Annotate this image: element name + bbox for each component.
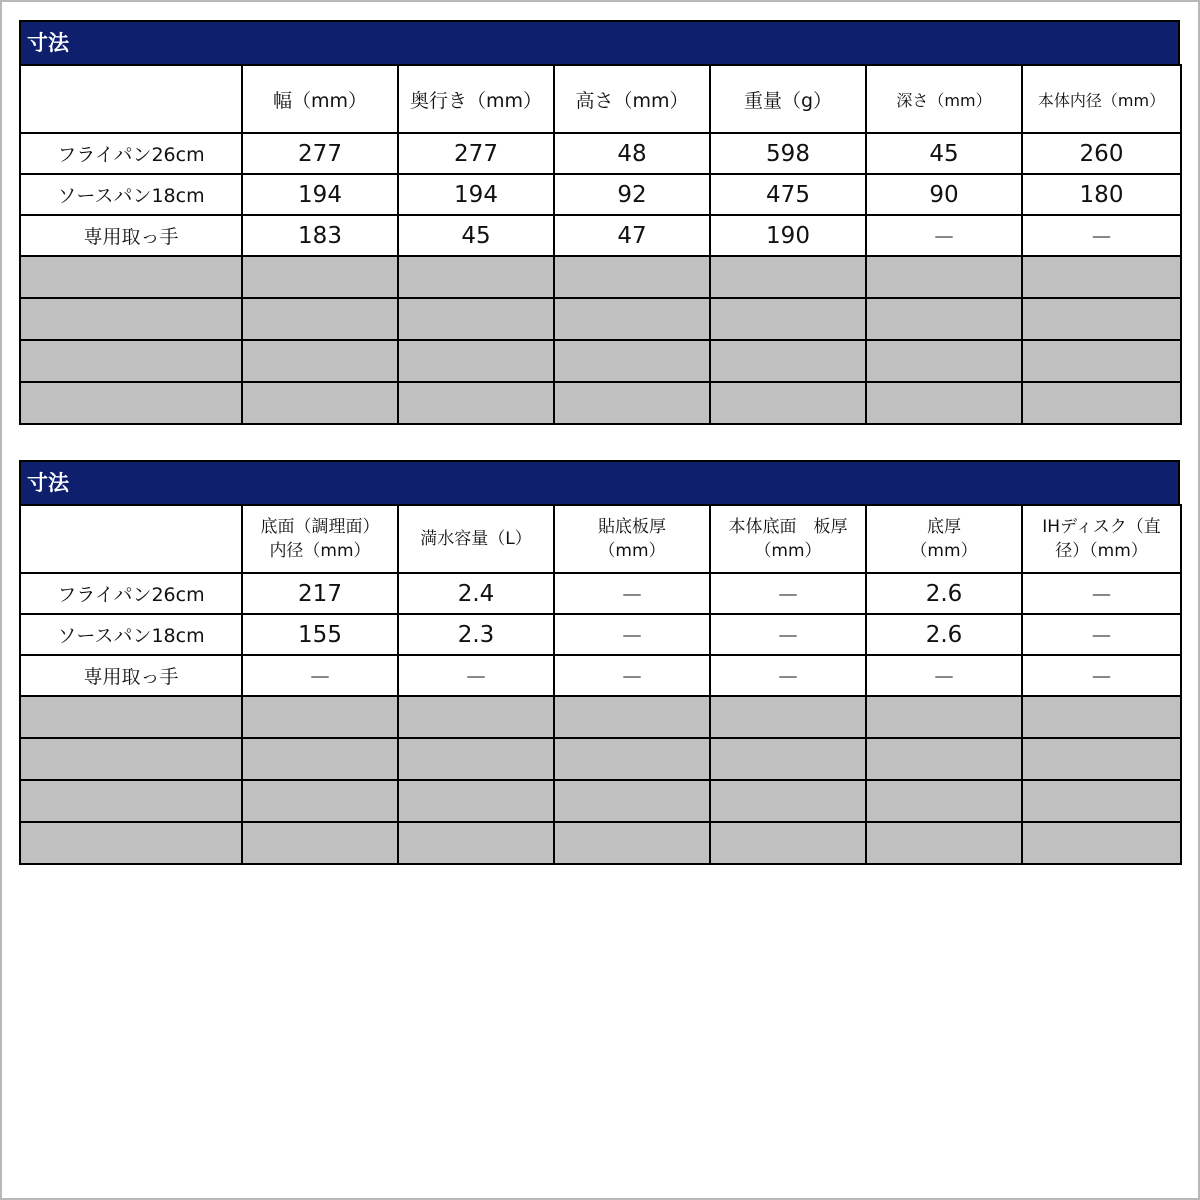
empty-cell: [242, 256, 398, 298]
table-cell: 194: [242, 174, 398, 215]
dimensions-table-2: [19, 460, 1180, 865]
empty-cell: [20, 256, 242, 298]
empty-cell: [710, 382, 866, 424]
empty-cell: [242, 822, 398, 864]
empty-cell: [1022, 696, 1181, 738]
table-row: [20, 215, 1181, 256]
header-capacity: 満水容量（L）: [398, 505, 554, 573]
empty-cell: [554, 298, 710, 340]
empty-cell: [20, 738, 242, 780]
table-cell: 180: [1022, 174, 1181, 215]
empty-cell: [554, 256, 710, 298]
table-cell: －: [1022, 655, 1181, 696]
empty-cell: [1022, 738, 1181, 780]
header-bottom-thickness: 底厚 （mm）: [866, 505, 1022, 573]
empty-row: [20, 696, 1181, 738]
row-label: フライパン26cm: [20, 573, 242, 614]
empty-cell: [866, 780, 1022, 822]
table-cell: －: [710, 655, 866, 696]
empty-cell: [398, 382, 554, 424]
table-cell: 48: [554, 133, 710, 174]
row-label: ソースパン18cm: [20, 614, 242, 655]
table-row: [20, 573, 1181, 614]
empty-cell: [866, 822, 1022, 864]
header-row: [20, 65, 1181, 133]
empty-row: [20, 780, 1181, 822]
empty-cell: [242, 738, 398, 780]
empty-cell: [242, 696, 398, 738]
table-cell: 475: [710, 174, 866, 215]
empty-cell: [1022, 340, 1181, 382]
table-cell: －: [710, 573, 866, 614]
row-label: ソースパン18cm: [20, 174, 242, 215]
table-cell: －: [1022, 215, 1181, 256]
table-cell: －: [1022, 573, 1181, 614]
table-cell: －: [866, 655, 1022, 696]
empty-cell: [1022, 780, 1181, 822]
empty-cell: [866, 696, 1022, 738]
table-cell: 183: [242, 215, 398, 256]
empty-cell: [710, 696, 866, 738]
empty-cell: [866, 382, 1022, 424]
empty-cell: [554, 822, 710, 864]
table-cell: 2.3: [398, 614, 554, 655]
header-height: 高さ（mm）: [554, 65, 710, 133]
empty-cell: [710, 340, 866, 382]
header-bottom-inner-diameter: 底面（調理面） 内径（mm）: [242, 505, 398, 573]
header-weight: 重量（g）: [710, 65, 866, 133]
header-inner-depth: 深さ（mm）: [866, 65, 1022, 133]
table-row: [20, 174, 1181, 215]
spec-table: [19, 64, 1182, 425]
header-row: [20, 505, 1181, 573]
empty-cell: [710, 780, 866, 822]
empty-cell: [1022, 256, 1181, 298]
table-row: [20, 614, 1181, 655]
header-depth: 奥行き（mm）: [398, 65, 554, 133]
empty-cell: [398, 340, 554, 382]
table-cell: －: [242, 655, 398, 696]
empty-cell: [20, 340, 242, 382]
header-inner-diameter: 本体内径（mm）: [1022, 65, 1181, 133]
table-cell: －: [866, 215, 1022, 256]
empty-cell: [20, 298, 242, 340]
table-row: [20, 655, 1181, 696]
empty-cell: [20, 822, 242, 864]
empty-cell: [710, 298, 866, 340]
table-cell: 2.6: [866, 614, 1022, 655]
empty-cell: [866, 340, 1022, 382]
table-cell: －: [398, 655, 554, 696]
empty-cell: [866, 738, 1022, 780]
empty-cell: [1022, 382, 1181, 424]
table-cell: 277: [242, 133, 398, 174]
empty-cell: [242, 298, 398, 340]
header-cell-empty: [20, 65, 242, 133]
empty-cell: [1022, 298, 1181, 340]
empty-row: [20, 822, 1181, 864]
empty-cell: [20, 780, 242, 822]
empty-cell: [242, 780, 398, 822]
empty-cell: [554, 738, 710, 780]
row-label: 専用取っ手: [20, 215, 242, 256]
empty-row: [20, 256, 1181, 298]
table-cell: 190: [710, 215, 866, 256]
table-cell: 2.6: [866, 573, 1022, 614]
table-cell: 194: [398, 174, 554, 215]
empty-cell: [398, 738, 554, 780]
table-cell: 277: [398, 133, 554, 174]
empty-cell: [398, 780, 554, 822]
table-cell: 217: [242, 573, 398, 614]
empty-cell: [242, 340, 398, 382]
header-body-bottom-thickness: 本体底面 板厚 （mm）: [710, 505, 866, 573]
table-cell: －: [554, 614, 710, 655]
empty-row: [20, 382, 1181, 424]
table-cell: 598: [710, 133, 866, 174]
header-bonded-plate-thickness: 貼底板厚 （mm）: [554, 505, 710, 573]
header-cell-empty: [20, 505, 242, 573]
table-title: 寸法: [19, 20, 1180, 64]
table-row: [20, 133, 1181, 174]
table-cell: 90: [866, 174, 1022, 215]
empty-cell: [398, 822, 554, 864]
spec-table: [19, 504, 1182, 865]
row-label: 専用取っ手: [20, 655, 242, 696]
empty-cell: [1022, 822, 1181, 864]
table-cell: 45: [398, 215, 554, 256]
empty-cell: [398, 256, 554, 298]
empty-cell: [866, 298, 1022, 340]
empty-cell: [554, 696, 710, 738]
table-cell: －: [710, 614, 866, 655]
empty-row: [20, 738, 1181, 780]
table-cell: 2.4: [398, 573, 554, 614]
table-cell: 45: [866, 133, 1022, 174]
header-ih-disk-diameter: IHディスク（直 径）（mm）: [1022, 505, 1181, 573]
table-cell: 92: [554, 174, 710, 215]
empty-cell: [710, 738, 866, 780]
empty-cell: [710, 256, 866, 298]
empty-cell: [398, 696, 554, 738]
empty-cell: [866, 256, 1022, 298]
table-cell: 47: [554, 215, 710, 256]
empty-cell: [554, 382, 710, 424]
dimensions-table-1: [19, 20, 1180, 425]
table-cell: －: [1022, 614, 1181, 655]
table-cell: 260: [1022, 133, 1181, 174]
row-label: フライパン26cm: [20, 133, 242, 174]
empty-cell: [710, 822, 866, 864]
table-cell: －: [554, 655, 710, 696]
header-width: 幅（mm）: [242, 65, 398, 133]
empty-row: [20, 340, 1181, 382]
table-title: 寸法: [19, 460, 1180, 504]
empty-cell: [398, 298, 554, 340]
empty-row: [20, 298, 1181, 340]
table-cell: －: [554, 573, 710, 614]
empty-cell: [242, 382, 398, 424]
empty-cell: [20, 382, 242, 424]
table-cell: 155: [242, 614, 398, 655]
empty-cell: [20, 696, 242, 738]
empty-cell: [554, 340, 710, 382]
empty-cell: [554, 780, 710, 822]
